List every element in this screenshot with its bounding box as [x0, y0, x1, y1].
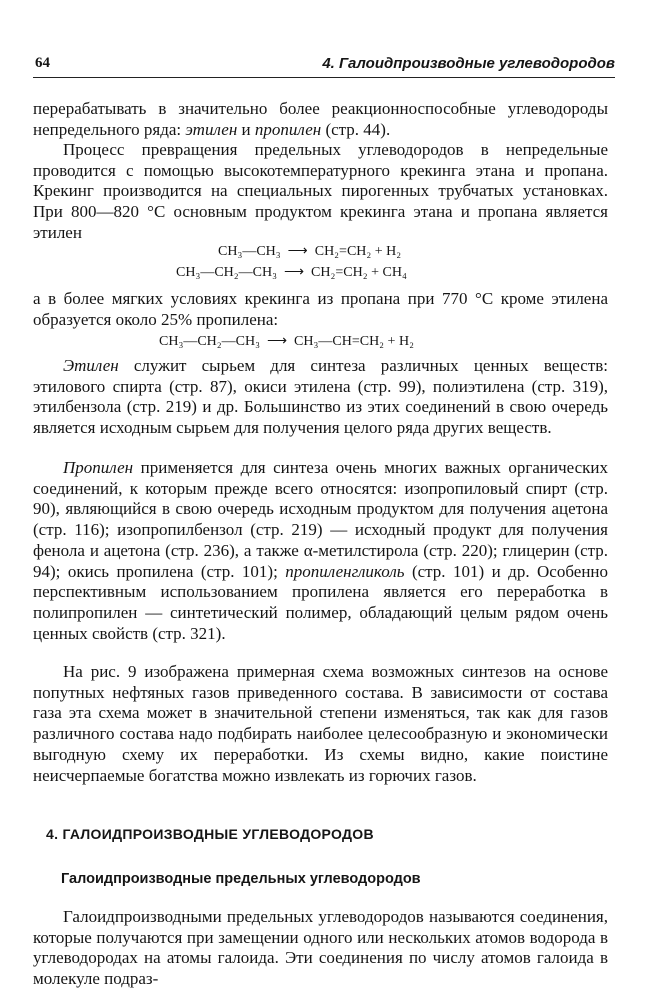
paragraph-scheme: На рис. 9 изображена примерная схема возможных синтезов на основе попутных нефтяных газов приведенного состава. В зависимости от состава газа эта схема может в значительной степени изменяться, так как для газов различного состава надо подбирать наиболее целесообразную и экономически выгодную схему их переработки. Из схемы видно, какие поистине неисчерпаемые богатства можно извлекать из горючих газов.	[33, 662, 608, 785]
running-title: 4. Галоидпроизводные углеводородов	[322, 55, 615, 72]
page-number: 64	[35, 55, 50, 71]
paragraph-mild-cracking: а в более мягких условиях крекинга из пропана при 770 °С кроме этилена образуется около 25% пропилена:	[33, 289, 608, 329]
equation-propane-cracking: CH₃—CH₂—CH₃ ⟶ CH₂=CH₂ + CH₄	[176, 265, 407, 280]
section-heading: 4. ГАЛОИДПРОИЗВОДНЫЕ УГЛЕВОДОРОДОВ	[46, 826, 374, 842]
paragraph-ethylene: Этилен служит сырьем для синтеза различных ценных веществ: этилового спирта (стр. 87), окиси этилена (стр. 99), полиэтилена (стр. 319), этилбензола (стр. 219) и др. Большинство из этих соединений в свою очередь является исходным сырьем для получения целого ряда других веществ.	[33, 356, 608, 438]
paragraph-intro: перерабатывать в значительно более реакционноспособные углеводороды непредельного ряда: этилен и пропилен (стр. 44).	[33, 99, 608, 139]
equation-propylene: CH₃—CH₂—CH₃ ⟶ CH₃—CH=CH₂ + H₂	[159, 334, 414, 349]
paragraph-cracking: Процесс превращения предельных углеводородов в непредельные проводится с помощью высокотемпературного крекинга этана и пропана. Крекинг производится на специальных пирогенных трубчатых установках. При 800—820 °С основным продуктом крекинга этана и пропана является этилен	[33, 140, 608, 242]
paragraph-halides: Галоидпроизводными предельных углеводородов называются соединения, которые получаются при замещении одного или нескольких атомов водорода в углеводородах на атомы галоида. Эти соединения по числу атомов галоида в молекуле подраз-	[33, 907, 608, 989]
subsection-heading: Галоидпроизводные предельных углеводородов	[61, 871, 421, 887]
paragraph-propylene: Пропилен применяется для синтеза очень многих важных органических соединений, к которым прежде всего относятся: изопропиловый спирт (стр. 90), являющийся в свою очередь исходным продуктом для получения ацетона (стр. 116); изопропилбензол (стр. 219) — исходный продукт для получения фенола и ацетона (стр. 236), а также α-метилстирола (стр. 220); глицерин (стр. 94); окись пропилена (стр. 101); пропиленгликоль (стр. 101) и др. Особенно перспективным использованием пропилена является его переработка в полипропилен — синтетический полимер, обладающий целым рядом очень ценных свойств (стр. 321).	[33, 458, 609, 643]
page-header	[33, 55, 615, 78]
equation-ethane-cracking: CH₃—CH₃ ⟶ CH₂=CH₂ + H₂	[218, 244, 402, 259]
